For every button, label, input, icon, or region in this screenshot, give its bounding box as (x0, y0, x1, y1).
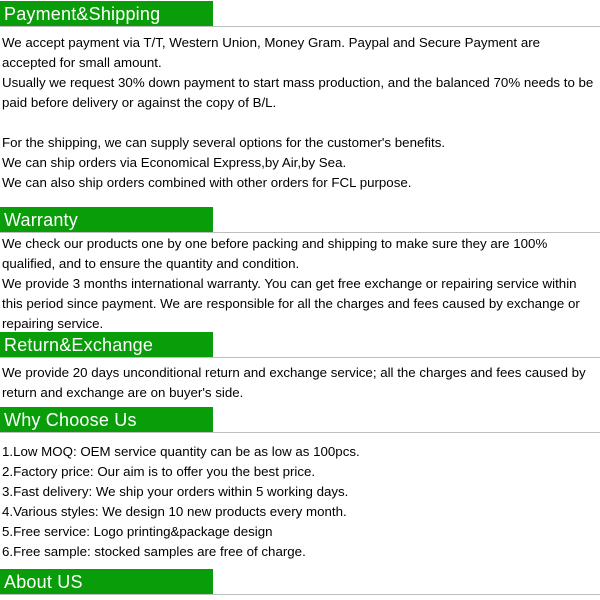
why-choose-us-list (0, 433, 600, 562)
return-policy-text: We provide 20 days unconditional return and exchange service; all the charges and fees caused by return and exchange are on buyer's side. (2, 365, 586, 400)
list-item: 5.Free service: Logo printing&package design (2, 524, 273, 539)
section-divider (0, 26, 600, 27)
quality-check-text: We check our products one by one before packing and shipping to make sure they are 100% qualified, and to ensure the quantity and condition. (2, 236, 548, 271)
warranty-terms-text: We provide 3 months international warranty. You can get free exchange or repairing service within this period since payment. We are responsible for all the charges and fees caused by exchange or repairing service. (2, 276, 580, 331)
payment-shipping-header (0, 1, 600, 27)
return-exchange-body (0, 358, 600, 403)
why-choose-us-section (0, 407, 600, 562)
section-divider (0, 357, 600, 358)
about-us-section (0, 569, 600, 595)
list-item: 1.Low MOQ: OEM service quantity can be as low as 100pcs. (2, 444, 360, 459)
down-payment-text: Usually we request 30% down payment to start mass production, and the balanced 70% needs to be paid before delivery or against the copy of B/L. (2, 75, 594, 110)
warranty-header (0, 207, 600, 233)
payment-shipping-title: Payment&Shipping (0, 1, 213, 27)
payment-shipping-body (0, 27, 600, 193)
paragraph-gap (2, 113, 594, 133)
warranty-title: Warranty (0, 207, 213, 233)
about-us-header (0, 569, 600, 595)
list-item: 4.Various styles: We design 10 new products every month. (2, 504, 347, 519)
section-divider (0, 432, 600, 433)
list-item: 2.Factory price: Our aim is to offer you the best price. (2, 464, 316, 479)
shipping-methods-text: We can ship orders via Economical Express,by Air,by Sea. (2, 155, 347, 170)
warranty-body (0, 233, 600, 334)
list-item: 3.Fast delivery: We ship your orders within 5 working days. (2, 484, 349, 499)
why-choose-us-header (0, 407, 600, 433)
return-exchange-section (0, 332, 600, 403)
section-divider (0, 232, 600, 233)
section-divider (0, 594, 600, 595)
return-exchange-title: Return&Exchange (0, 332, 213, 358)
return-exchange-header (0, 332, 600, 358)
combined-shipping-text: We can also ship orders combined with other orders for FCL purpose. (2, 175, 412, 190)
payment-methods-text: We accept payment via T/T, Western Union, Money Gram. Paypal and Secure Payment are accepted for small amount. (2, 35, 541, 70)
about-us-title: About US (0, 569, 213, 595)
shipping-options-text: For the shipping, we can supply several options for the customer's benefits. (2, 135, 446, 150)
payment-shipping-section (0, 1, 600, 193)
list-item: 6.Free sample: stocked samples are free of charge. (2, 544, 306, 559)
warranty-section (0, 207, 600, 334)
why-choose-us-title: Why Choose Us (0, 407, 213, 433)
